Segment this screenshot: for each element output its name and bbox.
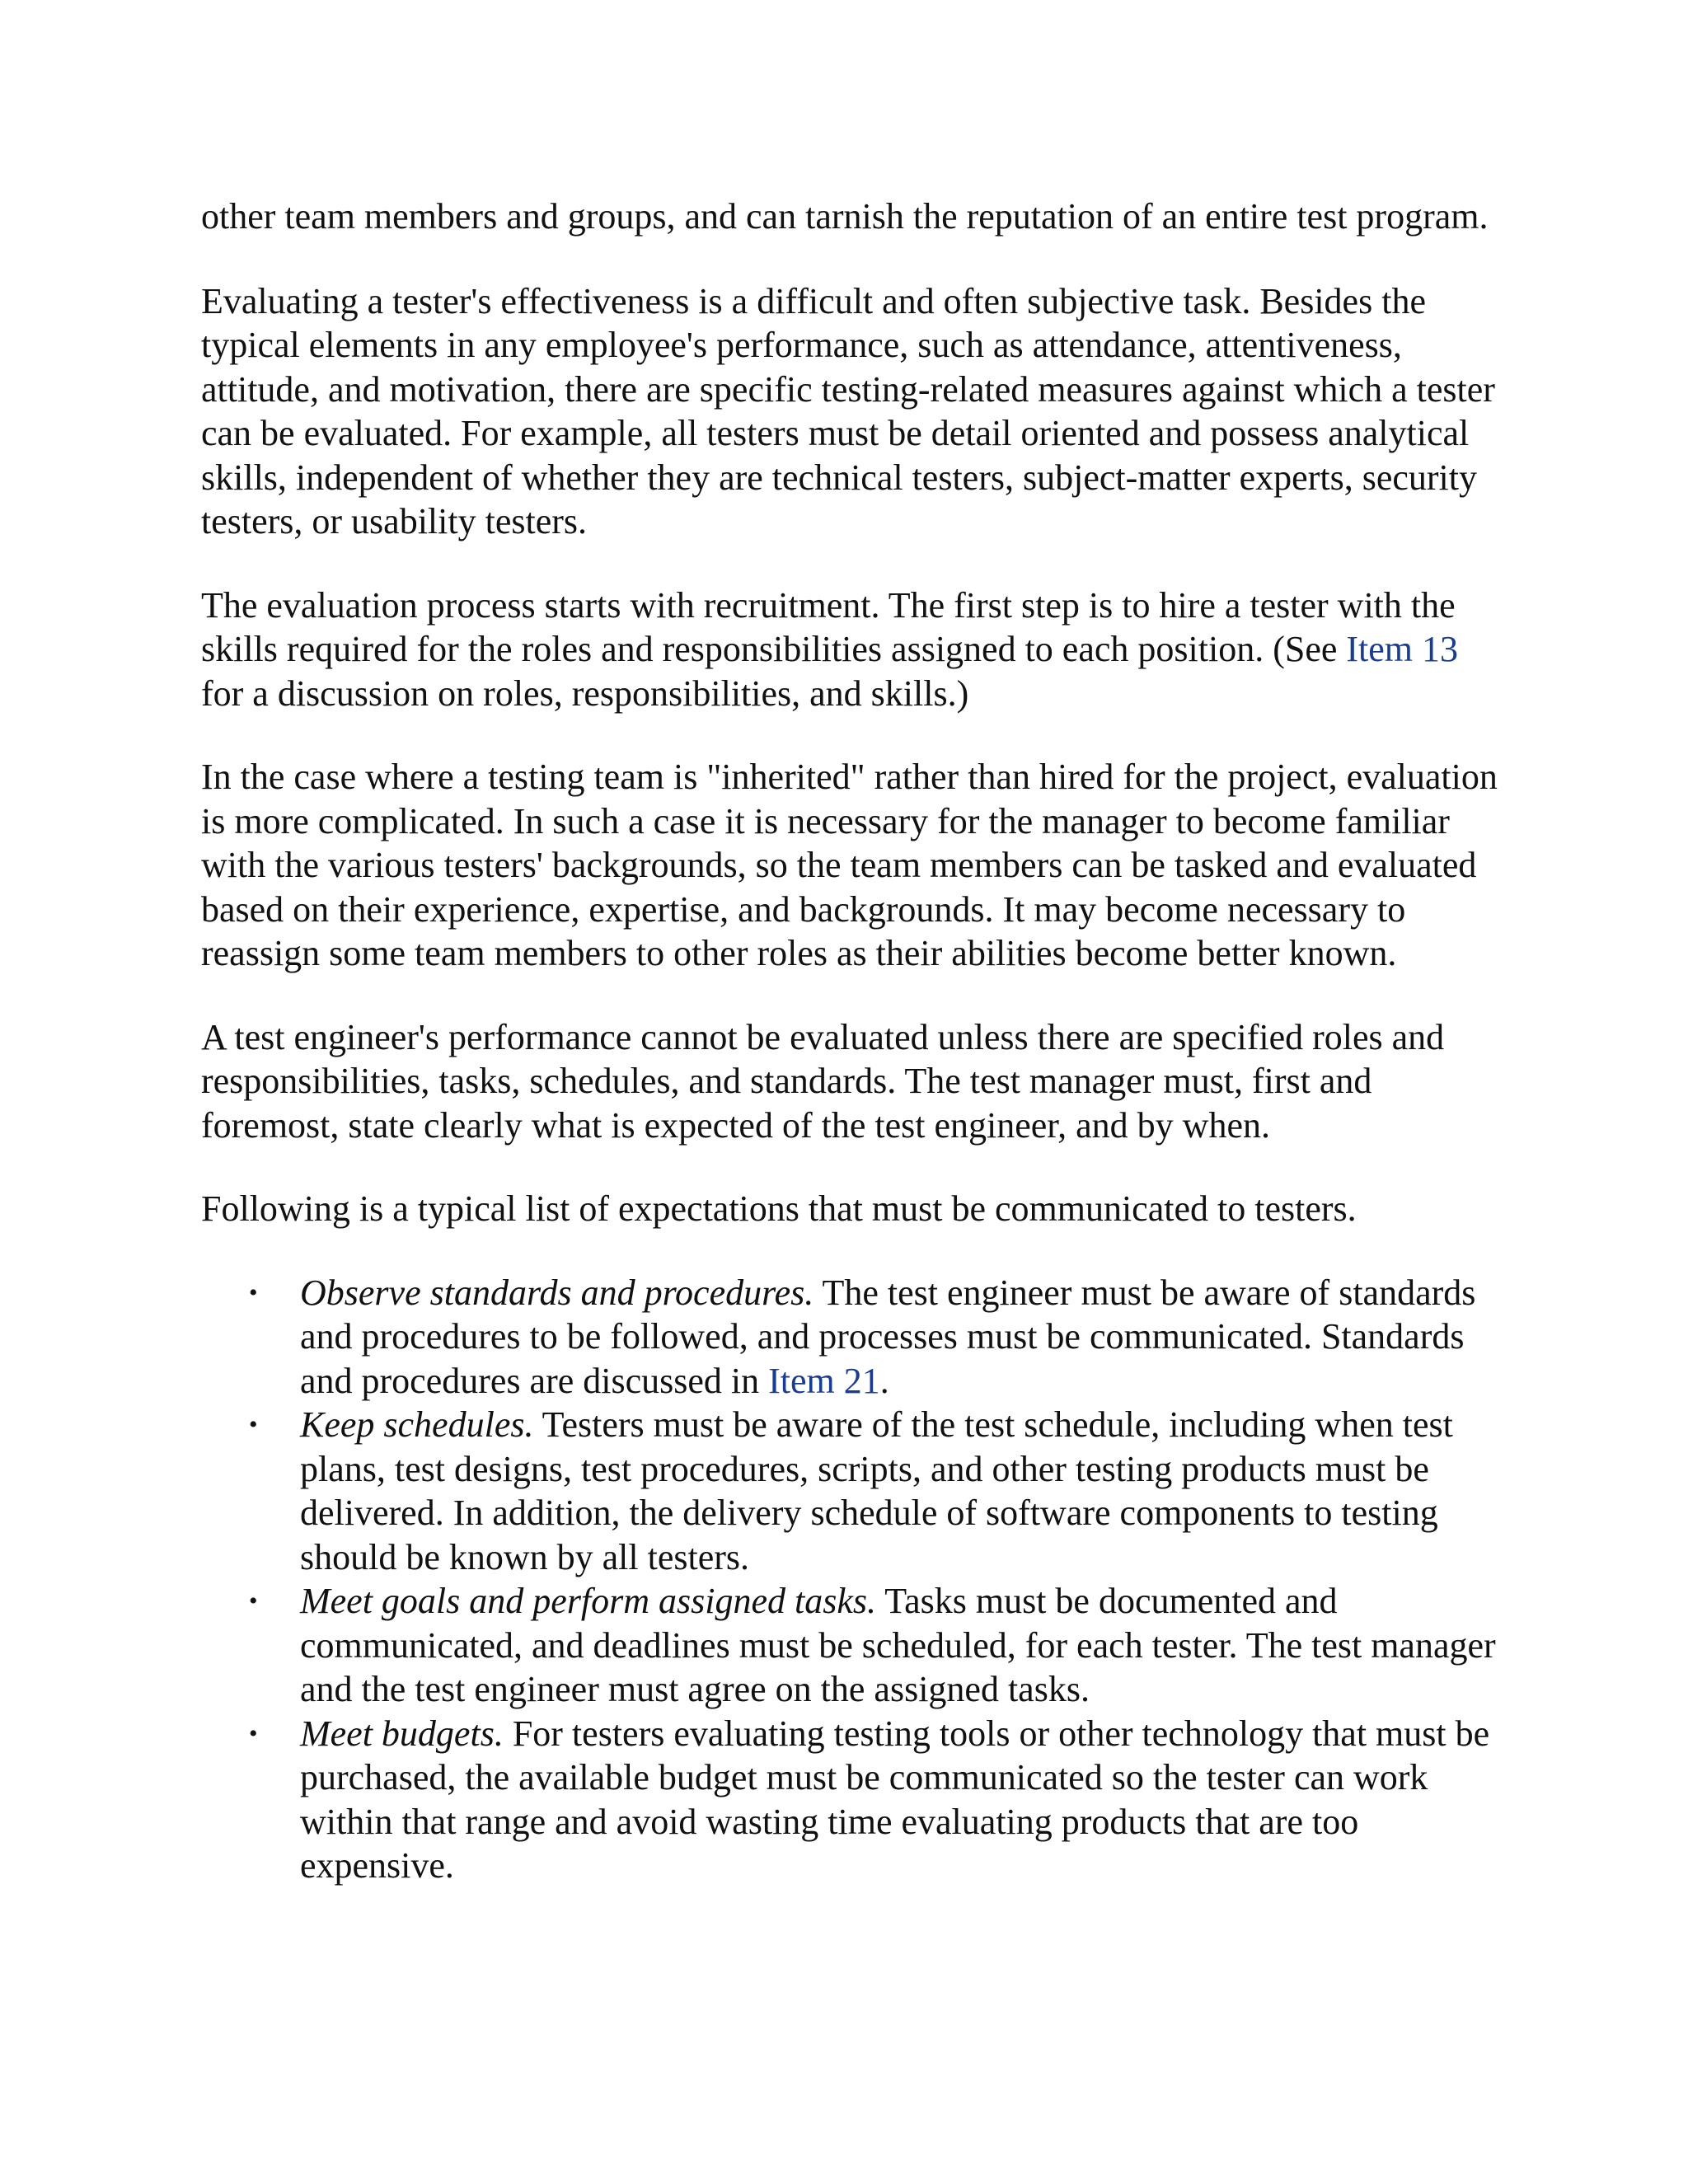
paragraph-continuation: other team members and groups, and can tarnish the reputation of an entire test program. xyxy=(201,196,1489,237)
expectation-text: Tasks must be documented and communicated, and deadlines must be scheduled, for each tester. The test manager and the test engineer must agree on the assigned tasks. xyxy=(300,1581,1496,1709)
list-item xyxy=(201,1579,1503,1712)
list-item xyxy=(201,1403,1503,1579)
paragraph-performance: A test engineer's performance cannot be evaluated unless there are specified roles and responsibilities, tasks, schedules, and standards. The test manager must, first and foremost, state clearly what is expected of the test engineer, and by when. xyxy=(201,1016,1445,1146)
item-13-link[interactable]: Item 13 xyxy=(1346,629,1459,669)
bullet-icon: • xyxy=(249,1411,258,1438)
expectations-list xyxy=(201,1271,1503,1888)
expectation-text: For testers evaluating testing tools or other technology that must be purchased, the available budget must be communicated so the tester can work within that range and avoid wasting time evaluating products that are too expensive. xyxy=(300,1713,1490,1886)
expectation-term: Meet goals and perform assigned tasks. xyxy=(300,1581,877,1621)
expectation-term: Keep schedules. xyxy=(300,1404,534,1445)
item-21-link[interactable]: Item 21 xyxy=(768,1360,880,1401)
paragraph-evaluation-process-text-after: for a discussion on roles, responsibilities, and skills.) xyxy=(201,673,969,714)
expectation-text-after: . xyxy=(879,1360,889,1401)
bullet-icon: • xyxy=(249,1278,258,1306)
expectation-text: Testers must be aware of the test schedule, including when test plans, test designs, test procedures, scripts, and other testing products must be delivered. In addition, the delivery schedule of software components to testing should be known by all testers. xyxy=(300,1404,1453,1577)
paragraph-evaluation-process xyxy=(201,583,1503,716)
paragraph-evaluation-process-text: The evaluation process starts with recruitment. The first step is to hire a tester with the skills required for the roles and responsibilities assigned to each position. (See xyxy=(201,584,1456,669)
paragraph-list-intro: Following is a typical list of expectations that must be communicated to testers. xyxy=(201,1188,1357,1229)
bullet-icon: • xyxy=(249,1587,258,1615)
paragraph-evaluating-effectiveness: Evaluating a tester's effectiveness is a difficult and often subjective task. Besides the typical elements in any employee's performance, such as attendance, attentiveness, attitude, and motivation, there are specific testing-related measures against which a tester can be evaluated. For example, all testers must be detail oriented and possess analytical skills, independent of whether they are technical testers, subject-matter experts, security testers, or usability testers. xyxy=(201,280,1495,541)
expectation-term: Meet budgets. xyxy=(300,1713,504,1754)
list-item xyxy=(201,1712,1503,1888)
expectation-text: The test engineer must be aware of standards and procedures to be followed, and processes must be communicated. Standards and procedures are discussed in xyxy=(300,1272,1476,1401)
list-item xyxy=(201,1271,1503,1404)
paragraph-inherited-team: In the case where a testing team is "inherited" rather than hired for the project, evaluation is more complicated. In such a case it is necessary for the manager to become familiar with the various testers' backgrounds, so the team members can be tasked and evaluated based on their experience, expertise, and backgrounds. It may become necessary to reassign some team members to other roles as their abilities become better known. xyxy=(201,757,1498,973)
bullet-icon: • xyxy=(249,1719,258,1747)
expectation-term: Observe standards and procedures. xyxy=(300,1272,814,1313)
document-page xyxy=(201,194,1503,1888)
